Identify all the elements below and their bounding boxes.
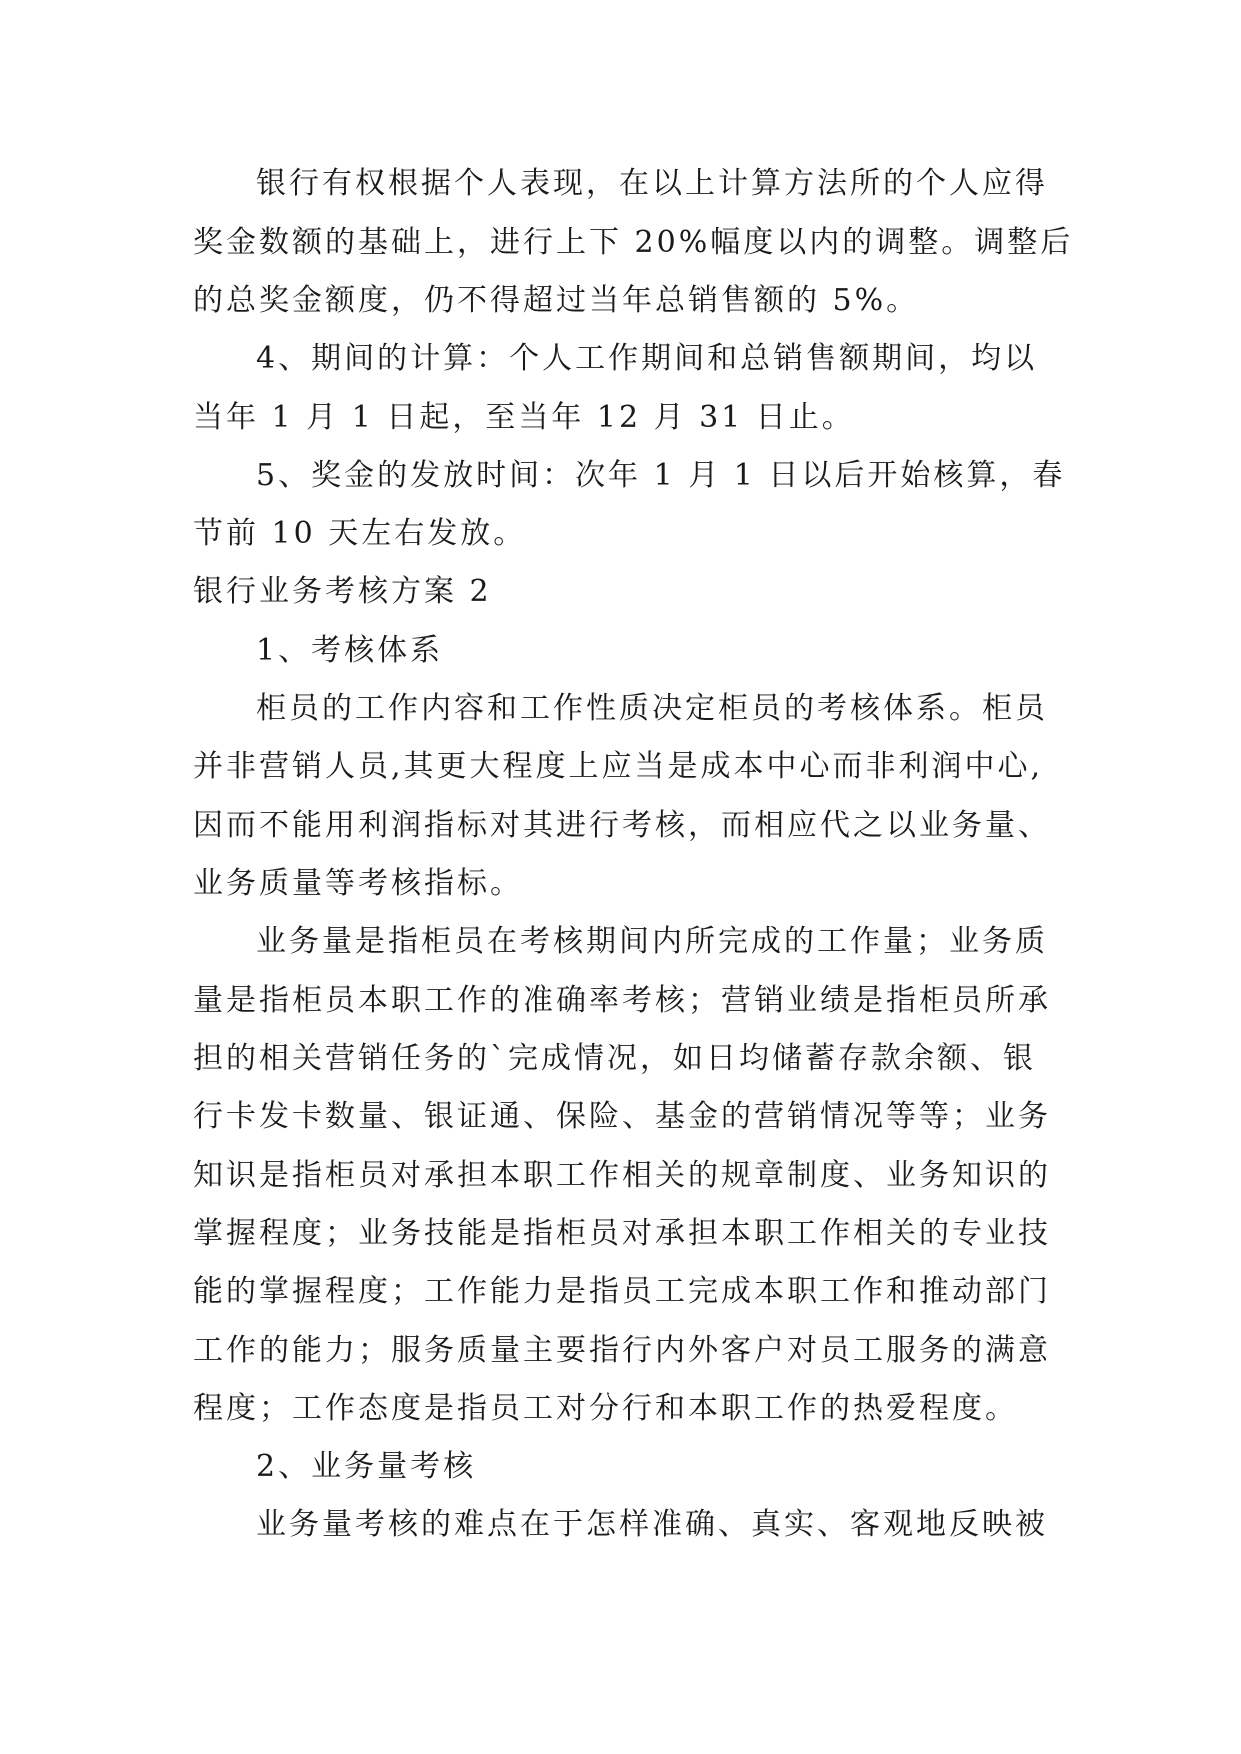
subsection-heading: 2、业务量考核 <box>256 1449 477 1484</box>
text-line: 5、奖金的发放时间：次年 1 月 1 日以后开始核算，春 <box>256 458 1066 493</box>
section-heading: 银行业务考核方案 2 <box>193 574 492 609</box>
text-line: 掌握程度；业务技能是指柜员对承担本职工作相关的专业技 <box>193 1216 1051 1251</box>
text-line: 奖金数额的基础上，进行上下 20%幅度以内的调整。调整后 <box>193 225 1074 260</box>
text-line: 能的掌握程度；工作能力是指员工完成本职工作和推动部门 <box>193 1274 1051 1309</box>
text-line: 担的相关营销任务的`完成情况，如日均储蓄存款余额、银 <box>193 1041 1036 1076</box>
text-line: 量是指柜员本职工作的准确率考核；营销业绩是指柜员所承 <box>193 983 1051 1018</box>
text-line: 银行有权根据个人表现，在以上计算方法所的个人应得 <box>256 166 1048 201</box>
text-line: 的总奖金额度，仍不得超过当年总销售额的 5%。 <box>193 283 920 318</box>
text-line: 程度；工作态度是指员工对分行和本职工作的热爱程度。 <box>193 1391 1018 1426</box>
text-line: 4、期间的计算：个人工作期间和总销售额期间，均以 <box>256 341 1038 376</box>
text-line: 业务量是指柜员在考核期间内所完成的工作量；业务质 <box>256 924 1048 959</box>
text-line: 并非营销人员,其更大程度上应当是成本中心而非利润中心, <box>193 749 1044 784</box>
text-line: 业务质量等考核指标。 <box>193 866 523 901</box>
text-line: 业务量考核的难点在于怎样准确、真实、客观地反映被 <box>256 1507 1048 1542</box>
subsection-heading: 1、考核体系 <box>256 633 444 668</box>
text-line: 知识是指柜员对承担本职工作相关的规章制度、业务知识的 <box>193 1158 1051 1193</box>
text-line: 因而不能用利润指标对其进行考核，而相应代之以业务量、 <box>193 808 1051 843</box>
text-line: 行卡发卡数量、银证通、保险、基金的营销情况等等；业务 <box>193 1099 1051 1134</box>
text-line: 工作的能力；服务质量主要指行内外客户对员工服务的满意 <box>193 1333 1051 1368</box>
text-line: 柜员的工作内容和工作性质决定柜员的考核体系。柜员 <box>256 691 1048 726</box>
text-line: 当年 1 月 1 日起，至当年 12 月 31 日止。 <box>193 400 855 435</box>
text-line: 节前 10 天左右发放。 <box>193 516 527 551</box>
